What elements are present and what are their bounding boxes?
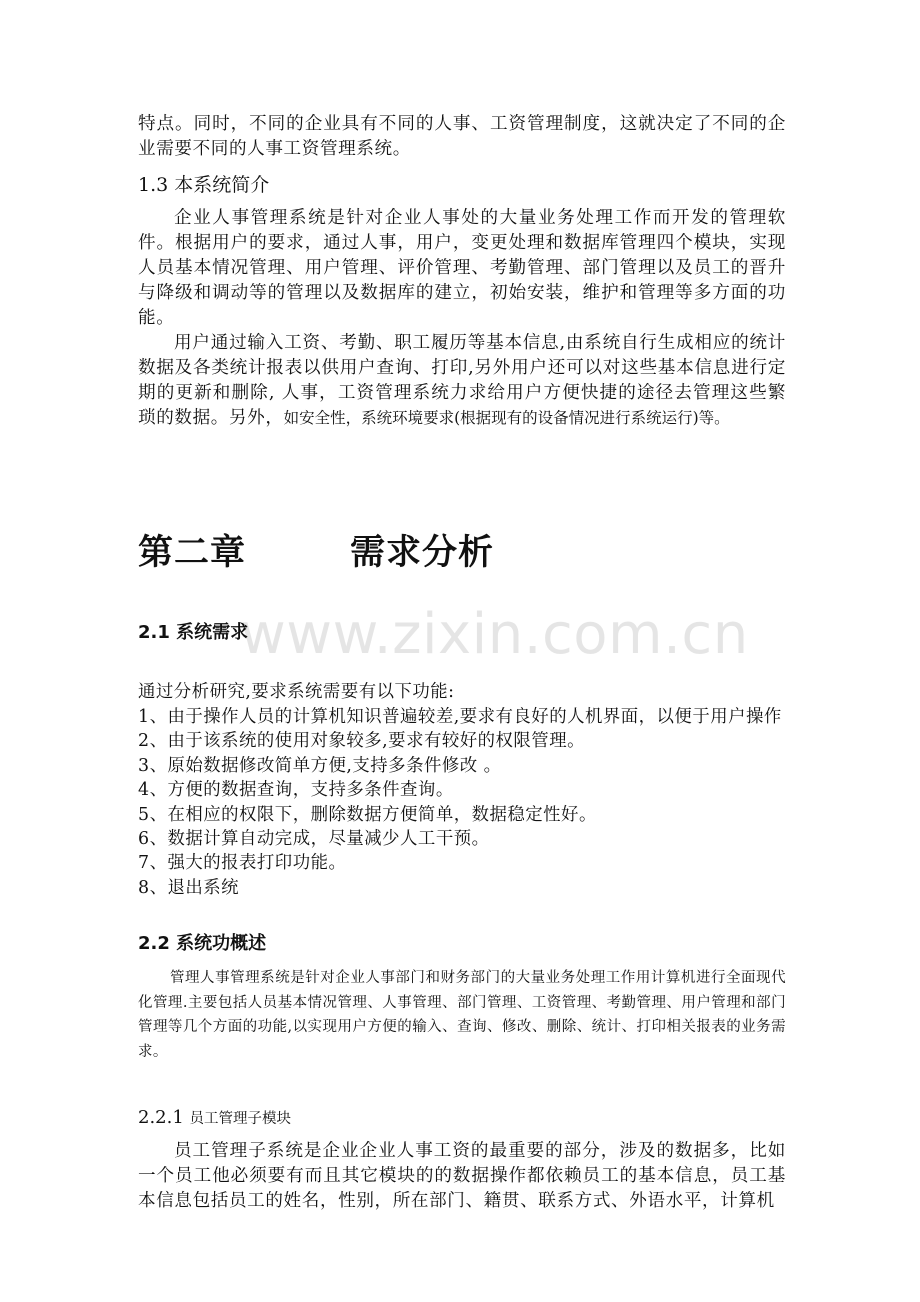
paragraph-2-main: 用户通过输入工资、考勤、职工履历等基本信息,由系统自行生成相应的统计数据及各类统计报表以供用户查询、打印,另外用户还可以对这些基本信息进行定期的更新和删除, 人事，工资管理系统力求给用户方便快捷的途径去管理这些繁琐的数据。另外， bbox=[138, 333, 786, 428]
watermark: www.zixin.com.cn bbox=[240, 602, 749, 667]
list-item: 7、强大的报表打印功能。 bbox=[138, 853, 347, 874]
section-1-3-paragraph-1: 企业人事管理系统是针对企业人事处的大量业务处理工作而开发的管理软件。根据用户的要求，通过人事，用户，变更处理和数据库管理四个模块，实现人员基本情况管理、用户管理、评价管理、考勤管理、部门管理以及员工的晋升与降级和调动等的管理以及数据库的建立，初始安装，维护和管理等多方面的功能。 bbox=[138, 208, 786, 328]
chapter-number: 第二章 bbox=[138, 533, 247, 573]
chapter-name: 需求分析 bbox=[350, 533, 495, 573]
intro-paragraph: 特点。同时，不同的企业具有不同的人事、工资管理制度，这就决定了不同的企业需要不同的人事工资管理系统。 bbox=[138, 114, 786, 159]
requirements-list bbox=[138, 705, 786, 900]
list-item: 1、由于操作人员的计算机知识普遍较差,要求有良好的人机界面，以便于用户操作 bbox=[138, 707, 782, 727]
section-1-3-paragraph-2 bbox=[138, 331, 786, 431]
list-item: 5、在相应的权限下，删除数据方便简单，数据稳定性好。 bbox=[138, 804, 597, 825]
list-item: 4、方便的数据查询，支持多条件查询。 bbox=[138, 780, 454, 801]
section-2-1-intro: 通过分析研究,要求系统需要有以下功能: bbox=[138, 682, 455, 702]
paragraph-2-tail: 如安全性，系统环境要求(根据现有的设备情况进行系统运行)等。 bbox=[283, 409, 730, 427]
section-2-2-heading: 2.2 系统功概述 bbox=[138, 933, 267, 954]
list-item: 3、原始数据修改简单方便,支持多条件修改 。 bbox=[138, 755, 502, 776]
section-2-2-1-heading bbox=[138, 1105, 786, 1132]
section-2-1-heading: 2.1 系统需求 bbox=[138, 622, 249, 643]
section-2-2-1-paragraph: 员工管理子系统是企业企业人事工资的最重要的部分，涉及的数据多，比如一个员工他必须要有而且其它模块的的数据操作都依赖员工的基本信息，员工基本信息包括员工的姓名，性别，所在部门、籍贯、联系方式、外语水平，计算机 bbox=[138, 1141, 786, 1211]
list-item: 2、由于该系统的使用对象较多,要求有较好的权限管理。 bbox=[138, 731, 585, 752]
list-item: 6、数据计算自动完成，尽量减少人工干预。 bbox=[138, 829, 490, 850]
section-2-2-1-title: 员工管理子模块 bbox=[189, 1111, 292, 1127]
list-item: 8、退出系统 bbox=[138, 877, 240, 898]
chapter-title bbox=[138, 531, 786, 575]
section-2-2-paragraph: 管理人事管理系统是针对企业人事部门和财务部门的大量业务处理工作用计算机进行全面现代化管理.主要包括人员基本情况管理、人事管理、部门管理、工资管理、考勤管理、用户管理和部门管理等几个方面的功能,以实现用户方便的输入、查询、修改、删除、统计、打印相关报表的业务需求。 bbox=[138, 970, 786, 1060]
section-1-3-heading: 1.3 本系统简介 bbox=[138, 174, 270, 196]
section-2-2-1-number: 2.2.1 bbox=[138, 1107, 184, 1128]
